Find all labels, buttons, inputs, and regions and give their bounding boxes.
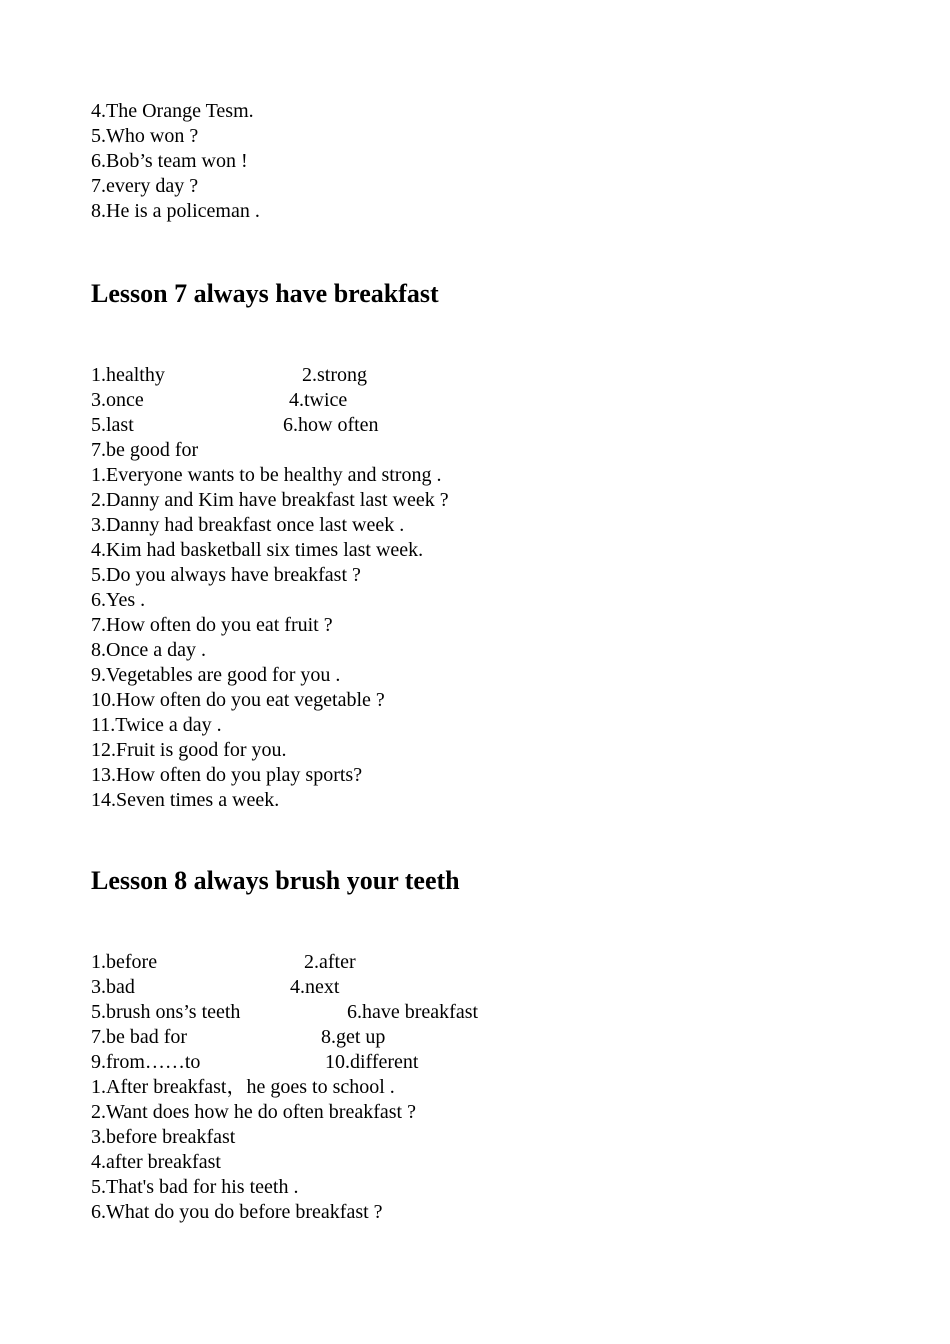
vocab-row xyxy=(91,975,891,1000)
sentence: 14.Seven times a week. xyxy=(91,789,280,811)
vocab-word: 10.different xyxy=(325,1051,419,1073)
vocab-word: 8.get up xyxy=(321,1026,386,1048)
vocab-row xyxy=(91,413,891,438)
lesson7-vocab xyxy=(91,363,891,813)
sentence: 6.Yes . xyxy=(91,589,146,611)
vocab-word: 1.healthy xyxy=(91,364,165,386)
vocab-word: 7.be good for xyxy=(91,439,199,461)
vocab-row xyxy=(91,388,891,413)
sentence: 3.Danny had breakfast once last week . xyxy=(91,514,405,536)
sentence: 4.Kim had basketball six times last week. xyxy=(91,539,424,561)
sentence: 2.Danny and Kim have breakfast last week ? xyxy=(91,489,449,511)
list-item: 4.The Orange Tesm. xyxy=(91,100,254,122)
vocab-row xyxy=(91,1000,891,1025)
sentence: 5.Do you always have breakfast ? xyxy=(91,564,361,586)
sentence: 9.Vegetables are good for you . xyxy=(91,664,341,686)
vocab-row xyxy=(91,950,891,975)
lesson7-heading: Lesson 7 always have breakfast xyxy=(91,279,439,308)
sentence: 2.Want does how he do often breakfast ? xyxy=(91,1101,416,1123)
sentence: 4.after breakfast xyxy=(91,1151,221,1173)
sentence: 5.That's bad for his teeth . xyxy=(91,1176,299,1198)
vocab-word: 7.be bad for xyxy=(91,1026,188,1048)
sentence: 7.How often do you eat fruit ? xyxy=(91,614,333,636)
vocab-row xyxy=(91,1050,891,1075)
vocab-row xyxy=(91,1025,891,1050)
vocab-word: 2.strong xyxy=(302,364,367,386)
vocab-word: 4.next xyxy=(290,976,340,998)
vocab-word: 3.once xyxy=(91,389,144,411)
sentence: 13.How often do you play sports? xyxy=(91,764,363,786)
vocab-word: 4.twice xyxy=(289,389,348,411)
sentence: 6.What do you do before breakfast ? xyxy=(91,1201,383,1223)
vocab-word: 5.last xyxy=(91,414,134,436)
list-item: 6.Bob’s team won ! xyxy=(91,150,248,172)
vocab-word: 5.brush ons’s teeth xyxy=(91,1001,241,1023)
vocab-word: 3.bad xyxy=(91,976,135,998)
sentence: 10.How often do you eat vegetable ? xyxy=(91,689,385,711)
list-item: 5.Who won ? xyxy=(91,125,199,147)
vocab-word: 6.have breakfast xyxy=(347,1001,479,1023)
sentence: 1.After breakfast，he goes to school . xyxy=(91,1076,395,1098)
list-item: 8.He is a policeman . xyxy=(91,200,260,222)
vocab-word: 1.before xyxy=(91,951,158,973)
sentence: 8.Once a day . xyxy=(91,639,206,661)
vocab-row xyxy=(91,363,891,388)
vocab-word: 9.from……to xyxy=(91,1051,201,1073)
list-item: 7.every day ? xyxy=(91,175,199,197)
vocab-word: 6.how often xyxy=(283,414,379,436)
sentence: 3.before breakfast xyxy=(91,1126,236,1148)
intro-list xyxy=(91,99,891,224)
sentence: 11.Twice a day . xyxy=(91,714,222,736)
vocab-word: 2.after xyxy=(304,951,356,973)
lesson8-vocab xyxy=(91,950,891,1225)
vocab-row xyxy=(91,438,891,463)
sentence: 1.Everyone wants to be healthy and strong . xyxy=(91,464,442,486)
lesson8-heading: Lesson 8 always brush your teeth xyxy=(91,866,460,895)
sentence: 12.Fruit is good for you. xyxy=(91,739,287,761)
